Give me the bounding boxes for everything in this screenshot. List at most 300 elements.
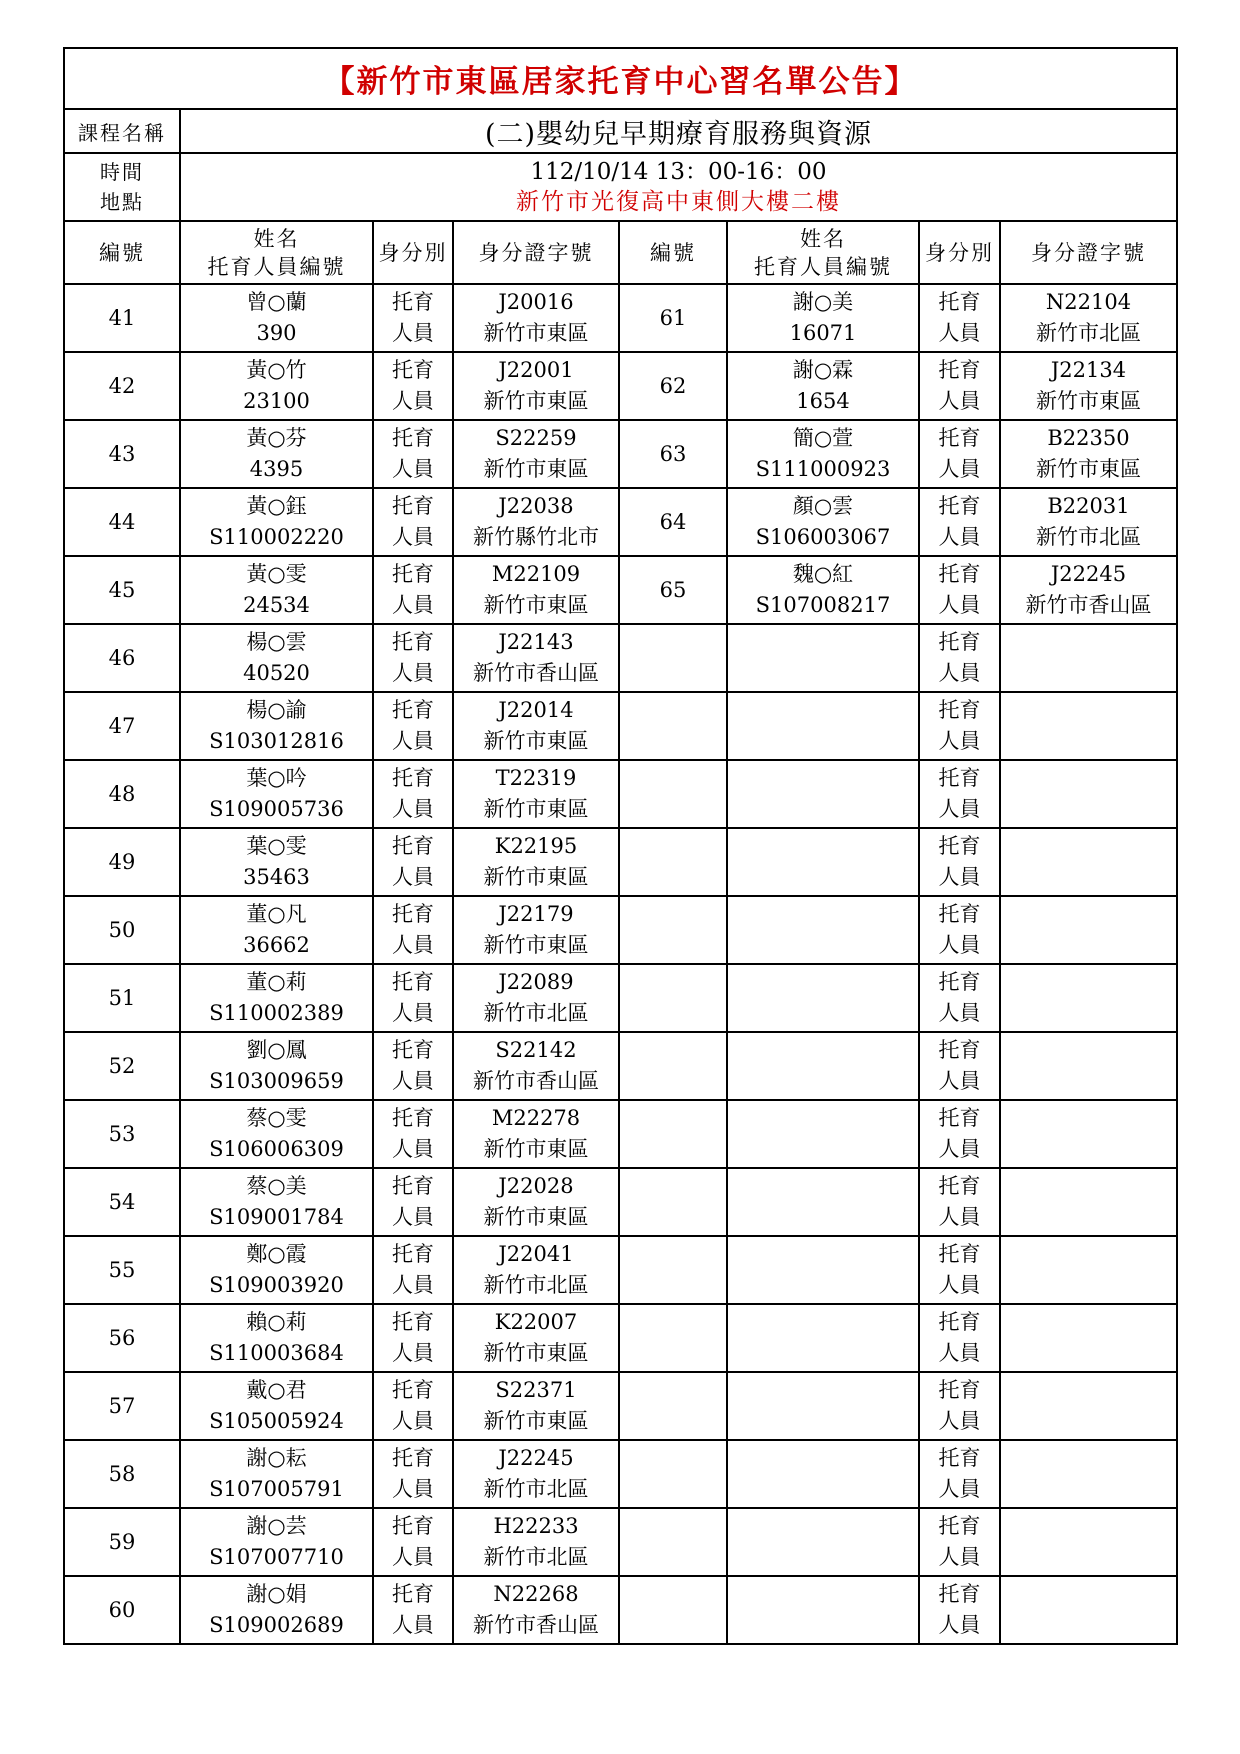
id-cell [453, 1100, 619, 1168]
id-right-line1: B22350 [1047, 426, 1130, 450]
name-cell-right [727, 964, 919, 1032]
name-code-line2: S106006309 [209, 1137, 344, 1161]
header-no-left: 編號 [64, 221, 180, 284]
id-cell-right [1000, 1032, 1177, 1100]
role-right-line1: 托育 [938, 902, 981, 926]
name-cell-right [727, 1236, 919, 1304]
role-right-line2: 人員 [938, 593, 981, 617]
id-cell-right [1000, 284, 1177, 352]
role-right-line1: 托育 [938, 562, 981, 586]
id-line2: 新竹市北區 [483, 1001, 589, 1025]
role-right-line1: 托育 [938, 290, 981, 314]
header-no-right: 編號 [619, 221, 727, 284]
role-line1: 托育 [392, 562, 434, 586]
id-right-line1: J22134 [1050, 358, 1127, 382]
name-code-line2: S109003920 [209, 1273, 344, 1297]
role-right-line2: 人員 [938, 1613, 981, 1637]
name-code-line1: 謝○耘 [246, 1446, 307, 1470]
name-code-line2: S107005791 [209, 1477, 344, 1501]
id-cell-right [1000, 1304, 1177, 1372]
entry-number-right: 65 [619, 556, 727, 624]
role-right-line2: 人員 [938, 1137, 981, 1161]
name-code-line2: 36662 [243, 933, 310, 957]
name-cell [180, 1372, 373, 1440]
id-line2: 新竹市東區 [483, 593, 589, 617]
entry-number: 44 [64, 488, 180, 556]
role-line2: 人員 [392, 865, 434, 889]
role-cell-right [919, 1168, 1000, 1236]
id-line1: H22233 [493, 1514, 579, 1538]
role-cell-right [919, 1100, 1000, 1168]
role-line2: 人員 [392, 1137, 434, 1161]
id-cell-right [1000, 556, 1177, 624]
name-cell [180, 488, 373, 556]
role-line2: 人員 [392, 1477, 434, 1501]
name-cell-right [727, 896, 919, 964]
role-line1: 托育 [392, 698, 434, 722]
name-cell-right [727, 1440, 919, 1508]
role-right-line2: 人員 [938, 321, 981, 345]
id-cell-right [1000, 760, 1177, 828]
name-code-line1: 蔡○雯 [246, 1106, 307, 1130]
role-line1: 托育 [392, 358, 434, 382]
role-right-line2: 人員 [938, 729, 981, 753]
role-cell [373, 284, 453, 352]
name-cell [180, 556, 373, 624]
role-line2: 人員 [392, 1545, 434, 1569]
role-cell [373, 1032, 453, 1100]
id-line2: 新竹市東區 [483, 1341, 589, 1365]
name-cell-right [727, 760, 919, 828]
role-right-line1: 托育 [938, 1174, 981, 1198]
id-cell [453, 488, 619, 556]
entry-number-right [619, 1576, 727, 1644]
role-cell [373, 488, 453, 556]
entry-number-right [619, 624, 727, 692]
id-cell-right [1000, 1372, 1177, 1440]
role-cell-right [919, 692, 1000, 760]
table-row [64, 352, 1177, 420]
role-line2: 人員 [392, 1001, 434, 1025]
id-line1: S22259 [495, 426, 577, 450]
entry-number-right [619, 828, 727, 896]
course-name: (二)嬰幼兒早期療育服務與資源 [180, 109, 1177, 153]
role-right-line1: 托育 [938, 630, 981, 654]
role-line1: 托育 [392, 834, 434, 858]
header-name-left [180, 221, 373, 284]
role-line2: 人員 [392, 389, 434, 413]
role-cell-right [919, 1372, 1000, 1440]
id-line1: J22041 [498, 1242, 574, 1266]
role-line1: 托育 [392, 970, 434, 994]
table-row [64, 1236, 1177, 1304]
id-line1: T22319 [495, 766, 577, 790]
role-cell-right [919, 1576, 1000, 1644]
role-cell-right [919, 624, 1000, 692]
role-right-line2: 人員 [938, 661, 981, 685]
role-right-line2: 人員 [938, 797, 981, 821]
role-line2: 人員 [392, 321, 434, 345]
name-cell-right [727, 1032, 919, 1100]
time-place-label [64, 153, 180, 221]
name-code-line1: 黃○鈺 [246, 494, 307, 518]
role-cell-right [919, 556, 1000, 624]
name-code-right-line2: S111000923 [755, 457, 891, 481]
table-row [64, 828, 1177, 896]
id-cell [453, 1032, 619, 1100]
name-code-line1: 謝○芸 [246, 1514, 307, 1538]
roster-table [63, 47, 1178, 1645]
entry-number-right [619, 1372, 727, 1440]
id-line1: S22142 [495, 1038, 577, 1062]
name-code-line2: S107007710 [209, 1545, 344, 1569]
name-code-line2: S103009659 [209, 1069, 344, 1093]
id-line1: J22179 [498, 902, 574, 926]
role-cell [373, 828, 453, 896]
id-cell [453, 624, 619, 692]
name-code-line2: S110003684 [209, 1341, 344, 1365]
name-code-line1: 黃○竹 [246, 358, 307, 382]
name-cell-right [727, 284, 919, 352]
name-code-line2: 390 [256, 321, 297, 345]
id-cell [453, 420, 619, 488]
entry-number: 54 [64, 1168, 180, 1236]
name-code-right-line1: 謝○美 [792, 290, 854, 314]
name-code-line2: 24534 [243, 593, 310, 617]
name-cell-right [727, 488, 919, 556]
entry-number-right: 64 [619, 488, 727, 556]
column-header-row [64, 221, 1177, 284]
role-right-line1: 托育 [938, 1582, 981, 1606]
role-line2: 人員 [392, 593, 434, 617]
role-right-line1: 托育 [938, 426, 981, 450]
name-code-line1: 戴○君 [246, 1378, 307, 1402]
name-code-line2: 40520 [243, 661, 310, 685]
role-line1: 托育 [392, 1514, 434, 1538]
role-right-line1: 托育 [938, 1378, 981, 1402]
id-line2: 新竹市東區 [483, 933, 589, 957]
id-cell [453, 896, 619, 964]
entry-number: 42 [64, 352, 180, 420]
id-cell [453, 1508, 619, 1576]
header-name-bottom: 托育人員編號 [754, 254, 892, 279]
entry-number: 43 [64, 420, 180, 488]
entry-number: 57 [64, 1372, 180, 1440]
role-cell-right [919, 420, 1000, 488]
role-cell [373, 352, 453, 420]
id-line2: 新竹市東區 [483, 321, 589, 345]
name-cell [180, 964, 373, 1032]
role-cell-right [919, 964, 1000, 1032]
role-right-line1: 托育 [938, 1106, 981, 1130]
role-line2: 人員 [392, 661, 434, 685]
role-right-line1: 托育 [938, 1446, 981, 1470]
role-line1: 托育 [392, 766, 434, 790]
id-line2: 新竹市東區 [483, 389, 589, 413]
role-line1: 托育 [392, 1038, 434, 1062]
name-cell [180, 1508, 373, 1576]
name-cell-right [727, 1168, 919, 1236]
role-line1: 托育 [392, 494, 434, 518]
page-title: 【新竹市東區居家托育中心習名單公告】 [64, 48, 1177, 109]
name-code-right-line1: 謝○霖 [792, 358, 854, 382]
entry-number: 52 [64, 1032, 180, 1100]
table-row [64, 556, 1177, 624]
role-cell-right [919, 1508, 1000, 1576]
name-code-line1: 葉○吟 [246, 766, 307, 790]
name-code-line2: S110002389 [209, 1001, 344, 1025]
id-line2: 新竹市東區 [483, 1409, 589, 1433]
id-line2: 新竹市東區 [483, 1137, 589, 1161]
name-cell-right [727, 556, 919, 624]
name-code-line1: 黃○芬 [246, 426, 307, 450]
id-line2: 新竹市北區 [483, 1477, 589, 1501]
role-cell-right [919, 284, 1000, 352]
name-code-right-line2: 1654 [796, 389, 850, 413]
id-right-line1: B22031 [1047, 494, 1130, 518]
name-cell-right [727, 352, 919, 420]
role-cell [373, 1304, 453, 1372]
role-right-line2: 人員 [938, 933, 981, 957]
id-line1: J22038 [498, 494, 574, 518]
name-code-line2: 4395 [249, 457, 304, 481]
id-line1: M22109 [491, 562, 581, 586]
id-cell-right [1000, 1168, 1177, 1236]
entry-number-right [619, 1508, 727, 1576]
id-line2: 新竹市東區 [483, 729, 589, 753]
entry-number: 41 [64, 284, 180, 352]
table-row [64, 420, 1177, 488]
name-code-line1: 葉○雯 [246, 834, 307, 858]
name-cell-right [727, 1372, 919, 1440]
id-cell [453, 352, 619, 420]
role-right-line1: 托育 [938, 1310, 981, 1334]
role-cell [373, 1100, 453, 1168]
id-cell [453, 828, 619, 896]
role-right-line2: 人員 [938, 1477, 981, 1501]
id-cell-right [1000, 352, 1177, 420]
role-cell [373, 964, 453, 1032]
entry-number-right [619, 1304, 727, 1372]
name-cell [180, 284, 373, 352]
name-code-line2: S109002689 [209, 1613, 344, 1637]
name-cell [180, 1440, 373, 1508]
id-line1: J22001 [498, 358, 574, 382]
role-right-line1: 托育 [938, 970, 981, 994]
name-code-right-line1: 簡○萱 [792, 426, 854, 450]
name-code-line1: 董○莉 [246, 970, 307, 994]
name-code-line1: 楊○諭 [246, 698, 307, 722]
role-line1: 托育 [392, 1582, 434, 1606]
id-cell [453, 1440, 619, 1508]
id-cell [453, 964, 619, 1032]
name-cell [180, 1032, 373, 1100]
id-line1: S22371 [495, 1378, 577, 1402]
name-cell [180, 1304, 373, 1372]
id-line2: 新竹市東區 [483, 457, 589, 481]
id-right-line2: 新竹市香山區 [1025, 593, 1152, 617]
id-cell [453, 1576, 619, 1644]
name-code-line2: S109005736 [209, 797, 344, 821]
role-cell-right [919, 896, 1000, 964]
role-line2: 人員 [392, 933, 434, 957]
id-cell-right [1000, 692, 1177, 760]
id-line2: 新竹市東區 [483, 865, 589, 889]
name-code-line1: 蔡○美 [246, 1174, 307, 1198]
role-cell [373, 760, 453, 828]
name-code-right-line2: S107008217 [755, 593, 891, 617]
role-line1: 托育 [392, 902, 434, 926]
role-right-line2: 人員 [938, 1341, 981, 1365]
table-row [64, 964, 1177, 1032]
entry-number-right: 61 [619, 284, 727, 352]
id-line1: M22278 [491, 1106, 581, 1130]
role-line2: 人員 [392, 729, 434, 753]
header-name-right [727, 221, 919, 284]
role-right-line2: 人員 [938, 457, 981, 481]
role-line2: 人員 [392, 525, 434, 549]
name-cell [180, 1168, 373, 1236]
id-cell-right [1000, 1576, 1177, 1644]
id-line2: 新竹市東區 [483, 1205, 589, 1229]
name-code-right-line2: S106003067 [755, 525, 891, 549]
id-cell-right [1000, 1236, 1177, 1304]
name-code-line1: 曾○蘭 [246, 290, 307, 314]
role-right-line2: 人員 [938, 1409, 981, 1433]
id-line2: 新竹市香山區 [473, 661, 599, 685]
role-right-line1: 托育 [938, 1242, 981, 1266]
role-line2: 人員 [392, 1205, 434, 1229]
id-line1: K22195 [494, 834, 578, 858]
id-cell [453, 1168, 619, 1236]
id-cell-right [1000, 964, 1177, 1032]
entry-number: 53 [64, 1100, 180, 1168]
id-line2: 新竹市北區 [483, 1273, 589, 1297]
role-right-line1: 托育 [938, 358, 981, 382]
role-cell [373, 1168, 453, 1236]
role-line1: 托育 [392, 1310, 434, 1334]
id-line1: N22268 [493, 1582, 579, 1606]
table-row [64, 624, 1177, 692]
table-row [64, 1576, 1177, 1644]
role-line2: 人員 [392, 1273, 434, 1297]
role-right-line2: 人員 [938, 1205, 981, 1229]
name-cell [180, 420, 373, 488]
role-right-line2: 人員 [938, 865, 981, 889]
role-right-line1: 托育 [938, 698, 981, 722]
role-line1: 托育 [392, 1242, 434, 1266]
entry-number-right: 63 [619, 420, 727, 488]
id-cell-right [1000, 1100, 1177, 1168]
id-cell [453, 1372, 619, 1440]
table-row [64, 1508, 1177, 1576]
name-cell-right [727, 1576, 919, 1644]
name-code-right-line1: 顏○雲 [792, 494, 854, 518]
id-cell [453, 1236, 619, 1304]
name-cell [180, 352, 373, 420]
id-cell-right [1000, 896, 1177, 964]
role-cell-right [919, 352, 1000, 420]
entry-number: 47 [64, 692, 180, 760]
name-code-line1: 董○凡 [246, 902, 307, 926]
session-time: 112/10/14 13：00-16：00 [530, 159, 827, 185]
table-row [64, 284, 1177, 352]
table-row [64, 1168, 1177, 1236]
table-row [64, 692, 1177, 760]
id-cell-right [1000, 828, 1177, 896]
role-right-line1: 托育 [938, 494, 981, 518]
table-row [64, 1440, 1177, 1508]
entry-number: 59 [64, 1508, 180, 1576]
table-row [64, 1100, 1177, 1168]
entry-number-right: 62 [619, 352, 727, 420]
role-line1: 托育 [392, 290, 434, 314]
header-name-top: 姓名 [800, 226, 846, 251]
role-cell-right [919, 1304, 1000, 1372]
role-right-line1: 托育 [938, 766, 981, 790]
id-line2: 新竹市香山區 [473, 1069, 599, 1093]
role-line2: 人員 [392, 1069, 434, 1093]
name-cell-right [727, 1508, 919, 1576]
entry-number: 58 [64, 1440, 180, 1508]
entry-number-right [619, 1236, 727, 1304]
id-line1: K22007 [494, 1310, 578, 1334]
name-code-right-line2: 16071 [789, 321, 857, 345]
role-right-line1: 托育 [938, 834, 981, 858]
id-cell-right [1000, 488, 1177, 556]
entry-number: 50 [64, 896, 180, 964]
id-line1: J22089 [498, 970, 574, 994]
role-cell-right [919, 760, 1000, 828]
name-cell-right [727, 420, 919, 488]
role-cell [373, 692, 453, 760]
id-cell [453, 692, 619, 760]
id-right-line2: 新竹市東區 [1036, 457, 1141, 481]
name-code-line1: 楊○雲 [246, 630, 307, 654]
entry-number-right [619, 760, 727, 828]
name-code-line1: 黃○雯 [246, 562, 307, 586]
role-right-line2: 人員 [938, 525, 981, 549]
role-line1: 托育 [392, 1174, 434, 1198]
header-role-right: 身分別 [919, 221, 1000, 284]
name-code-line2: 35463 [243, 865, 310, 889]
role-cell [373, 1508, 453, 1576]
id-cell-right [1000, 1508, 1177, 1576]
role-line1: 托育 [392, 630, 434, 654]
role-cell [373, 556, 453, 624]
header-name-top: 姓名 [253, 226, 300, 251]
role-right-line2: 人員 [938, 1001, 981, 1025]
name-cell [180, 896, 373, 964]
table-row [64, 488, 1177, 556]
role-right-line2: 人員 [938, 1545, 981, 1569]
name-cell [180, 692, 373, 760]
role-cell [373, 1236, 453, 1304]
name-code-line2: S105005924 [209, 1409, 344, 1433]
table-row [64, 760, 1177, 828]
table-row [64, 1304, 1177, 1372]
role-line2: 人員 [392, 1341, 434, 1365]
time-label: 時間 [100, 160, 144, 184]
name-cell-right [727, 1100, 919, 1168]
role-line2: 人員 [392, 1409, 434, 1433]
role-line2: 人員 [392, 457, 434, 481]
id-right-line1: J22245 [1050, 562, 1127, 586]
name-code-line2: S103012816 [209, 729, 344, 753]
role-right-line1: 托育 [938, 1038, 981, 1062]
role-line1: 托育 [392, 1106, 434, 1130]
id-line2: 新竹縣竹北市 [473, 525, 599, 549]
